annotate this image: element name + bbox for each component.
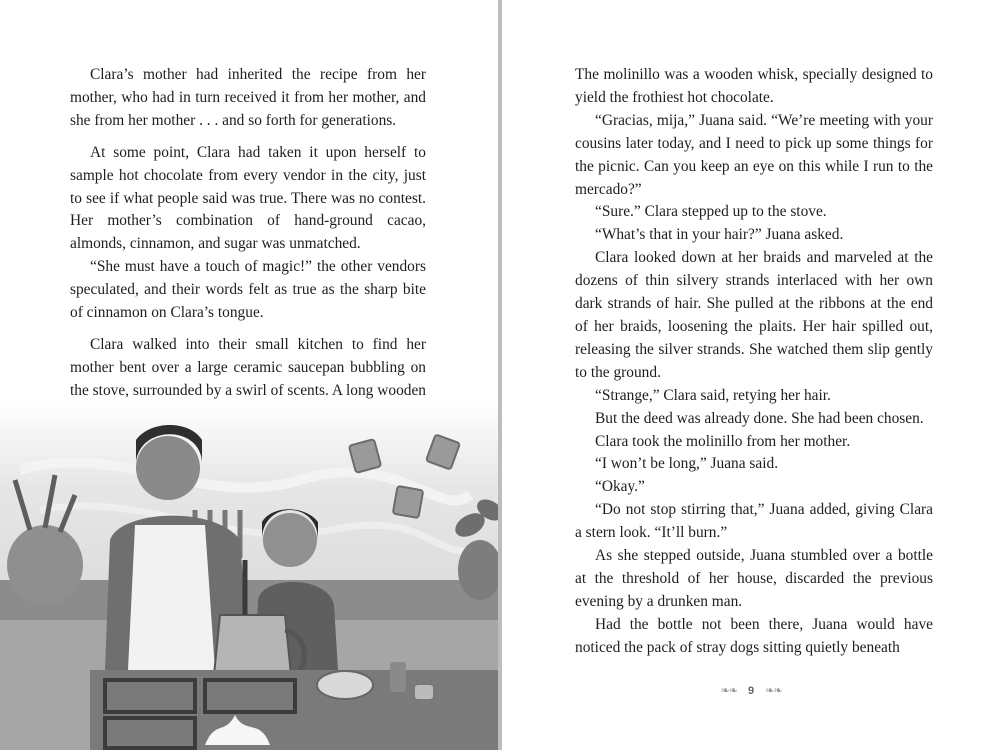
paragraph: Clara took the molinillo from her mother. (595, 432, 851, 450)
leaf-ornament-icon: ❧❧ (720, 685, 737, 697)
page-number-footer (502, 684, 1000, 697)
paragraph: “Sure.” Clara stepped up to the stove. (595, 203, 827, 221)
right-page-text (575, 64, 933, 660)
left-page (0, 0, 498, 750)
kitchen-illustration (0, 400, 498, 750)
page-number: 9 (747, 685, 755, 697)
paragraph: Had the bottle not been there, Juana would have noticed the pack of stray dogs sitting quietly beneath (575, 615, 933, 656)
paragraph: But the deed was already done. She had been chosen. (595, 409, 924, 427)
paragraph: “Okay.” (595, 478, 645, 496)
right-page (502, 0, 1000, 750)
paragraph: As she stepped outside, Juana stumbled over a bottle at the threshold of her house, discarded the previous evening by a drunken man. (575, 547, 933, 610)
paragraph: Clara walked into their small kitchen to find her mother bent over a large ceramic saucepan bubbling on the stove, surrounded by a swirl of scents. A long wooden (70, 335, 426, 399)
paragraph: “She must have a touch of magic!” the other vendors speculated, and their words felt as true as the sharp bite of cinnamon on Clara’s tongue. (70, 258, 426, 322)
paragraph: “Strange,” Clara said, retying her hair. (595, 386, 831, 404)
paragraph: The molinillo was a wooden whisk, specially designed to yield the frothiest hot chocolate. (575, 66, 933, 106)
paragraph: Clara’s mother had inherited the recipe from her mother, who had in turn received it from her mother, and she from her mother . . . and so forth for generations. (70, 66, 426, 129)
left-page-text (70, 64, 426, 426)
paragraph: “I won’t be long,” Juana said. (595, 455, 779, 473)
leaf-ornament-icon: ❧❧ (765, 685, 782, 697)
paragraph: Clara looked down at her braids and marveled at the dozens of thin silvery strands interlaced with her own dark strands of hair. She pulled at the ribbons at the end of her braids, loosening the plaits. Her hair spilled out, releasing the silver strands. She watched them slip gently to the ground. (575, 249, 933, 381)
paragraph: “Gracias, mija,” Juana said. “We’re meeting with your cousins later today, and I need to pick up some things for the picnic. Can you keep an eye on this while I run to the mercado?” (575, 111, 933, 198)
paragraph: At some point, Clara had taken it upon herself to sample hot chocolate from every vendor in the city, just to see if what people said was true. There was no contest. Her mother’s combination of hand-ground cacao, almonds, cinnamon, and sugar was unmatched. (70, 143, 426, 253)
paragraph: “Do not stop stirring that,” Juana added, giving Clara a stern look. “It’ll burn.” (575, 501, 933, 542)
paragraph: “What’s that in your hair?” Juana asked. (595, 226, 844, 244)
